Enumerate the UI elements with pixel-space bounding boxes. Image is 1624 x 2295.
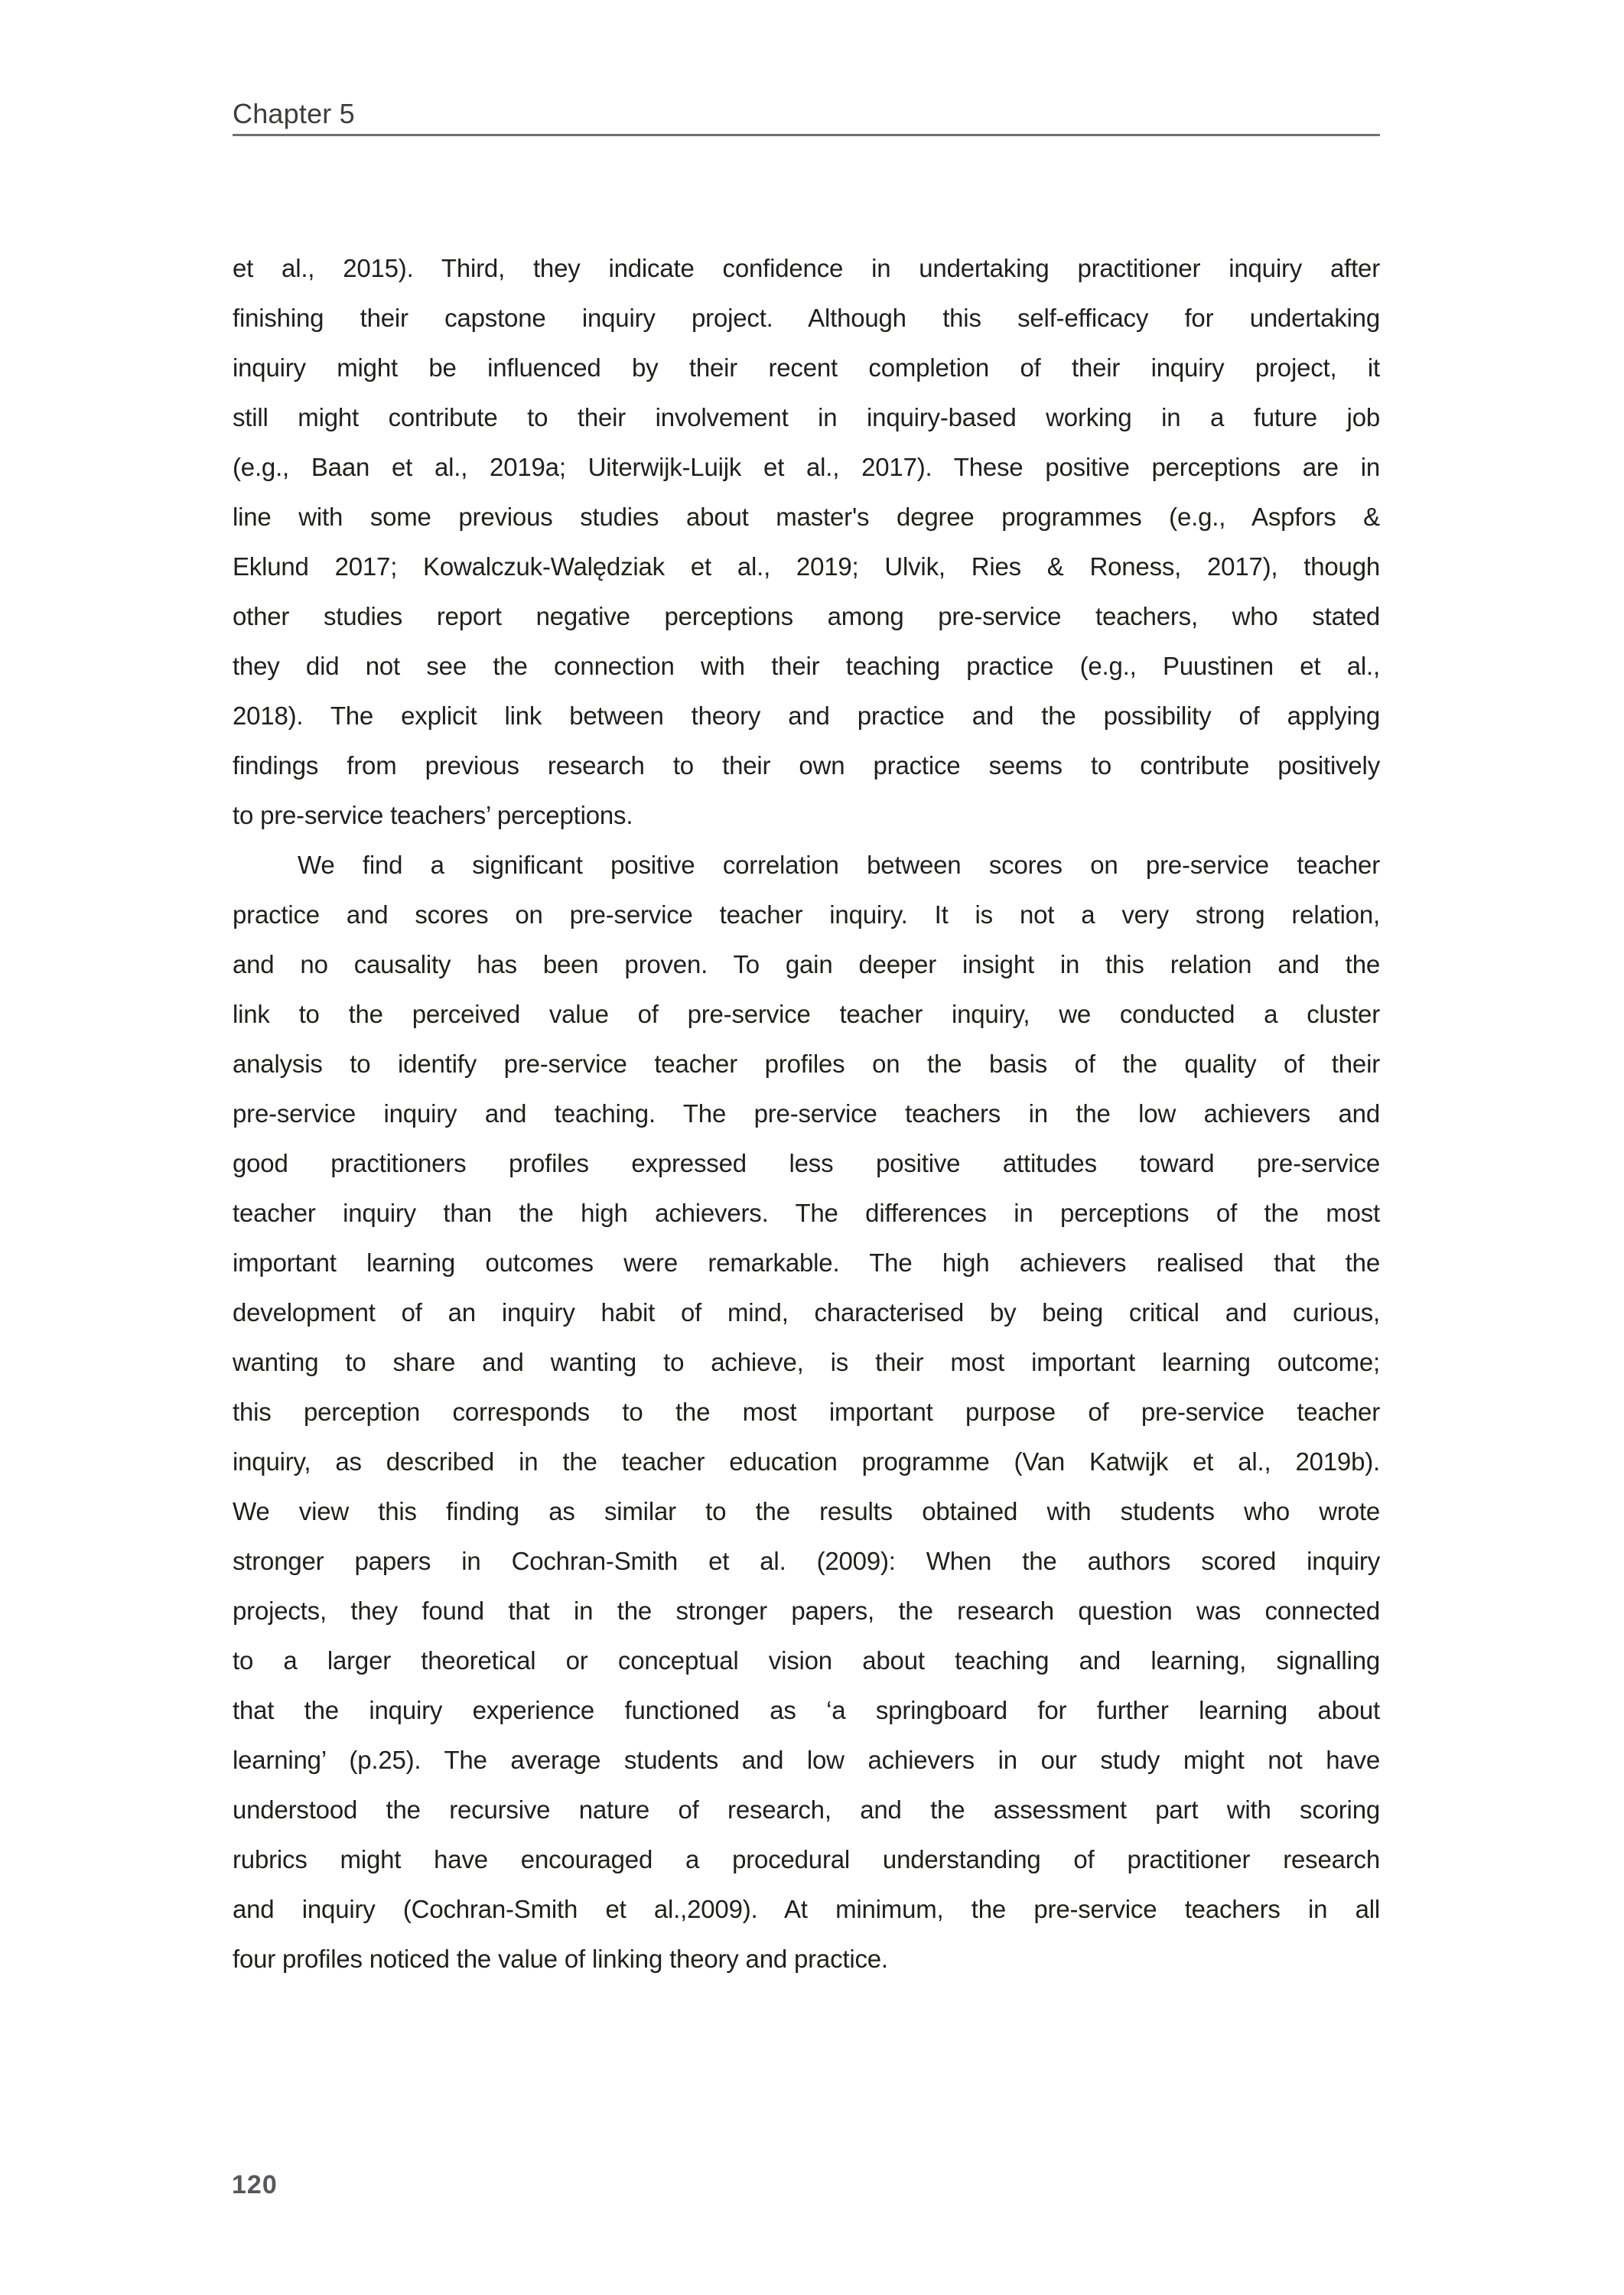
body-text-line: Eklund 2017; Kowalczuk-Walędziak et al., 2019; Ulvik, Ries & Roness, 2017), though (233, 552, 1380, 581)
body-text-line: practice and scores on pre-service teacher inquiry. It is not a very strong relation, (233, 900, 1380, 929)
body-text-line: finishing their capstone inquiry project. Although this self-efficacy for undertaking (233, 304, 1380, 332)
body-text-line: to pre-service teachers’ perceptions. (233, 801, 633, 829)
body-text-line: pre-service inquiry and teaching. The pre-service teachers in the low achievers and (233, 1099, 1380, 1128)
body-text-line: to a larger theoretical or conceptual vision about teaching and learning, signalling (233, 1646, 1380, 1675)
body-text-line: rubrics might have encouraged a procedural understanding of practitioner research (233, 1845, 1380, 1873)
body-text-line: inquiry, as described in the teacher education programme (Van Katwijk et al., 2019b). (233, 1447, 1380, 1476)
body-text-line: stronger papers in Cochran-Smith et al. (2009): When the authors scored inquiry (233, 1547, 1380, 1575)
body-text-line: and no causality has been proven. To gain deeper insight in this relation and the (233, 950, 1380, 978)
body-text-line: projects, they found that in the stronger papers, the research question was connected (233, 1597, 1380, 1625)
body-text-line: (e.g., Baan et al., 2019a; Uiterwijk-Luijk et al., 2017). These positive perceptions are in (233, 453, 1380, 481)
header-rule (233, 134, 1380, 136)
body-text-line: they did not see the connection with their teaching practice (e.g., Puustinen et al., (233, 652, 1380, 680)
body-text-line: that the inquiry experience functioned as ‘a springboard for further learning about (233, 1696, 1380, 1724)
body-text-line: analysis to identify pre-service teacher profiles on the basis of the quality of their (233, 1050, 1380, 1078)
body-text-line: still might contribute to their involvement in inquiry-based working in a future job (233, 403, 1380, 431)
body-text-line: development of an inquiry habit of mind, characterised by being critical and curious, (233, 1298, 1380, 1327)
body-text-line: We find a significant positive correlation between scores on pre-service teacher (298, 851, 1380, 879)
body-text-line: good practitioners profiles expressed less positive attitudes toward pre-service (233, 1149, 1380, 1177)
body-text-line: inquiry might be influenced by their recent completion of their inquiry project, it (233, 353, 1380, 382)
body-text-line: 2018). The explicit link between theory and practice and the possibility of applying (233, 702, 1380, 730)
page-number: 120 (232, 2170, 278, 2199)
body-text-line: this perception corresponds to the most important purpose of pre-service teacher (233, 1398, 1380, 1426)
body-text-line: understood the recursive nature of research, and the assessment part with scoring (233, 1795, 1380, 1824)
body-text-line: link to the perceived value of pre-service teacher inquiry, we conducted a cluster (233, 1000, 1380, 1028)
body-text (233, 243, 1380, 1984)
body-text-line: and inquiry (Cochran-Smith et al.,2009). At minimum, the pre-service teachers in all (233, 1895, 1380, 1923)
body-text-line: learning’ (p.25). The average students and low achievers in our study might not have (233, 1746, 1380, 1774)
body-text-line: We view this finding as similar to the results obtained with students who wrote (233, 1497, 1380, 1525)
body-text-line: teacher inquiry than the high achievers. The differences in perceptions of the most (233, 1199, 1380, 1227)
body-text-line: important learning outcomes were remarkable. The high achievers realised that the (233, 1248, 1380, 1277)
body-text-line: other studies report negative perceptions among pre-service teachers, who stated (233, 602, 1380, 630)
body-text-line: findings from previous research to their own practice seems to contribute positively (233, 751, 1380, 780)
body-text-line: line with some previous studies about master's degree programmes (e.g., Aspfors & (233, 503, 1380, 531)
running-header-chapter: Chapter 5 (233, 98, 355, 129)
body-text-line: et al., 2015). Third, they indicate confidence in undertaking practitioner inquiry after (233, 254, 1380, 282)
body-text-line: four profiles noticed the value of linking theory and practice. (233, 1945, 888, 1973)
body-text-line: wanting to share and wanting to achieve, is their most important learning outcome; (233, 1348, 1380, 1376)
